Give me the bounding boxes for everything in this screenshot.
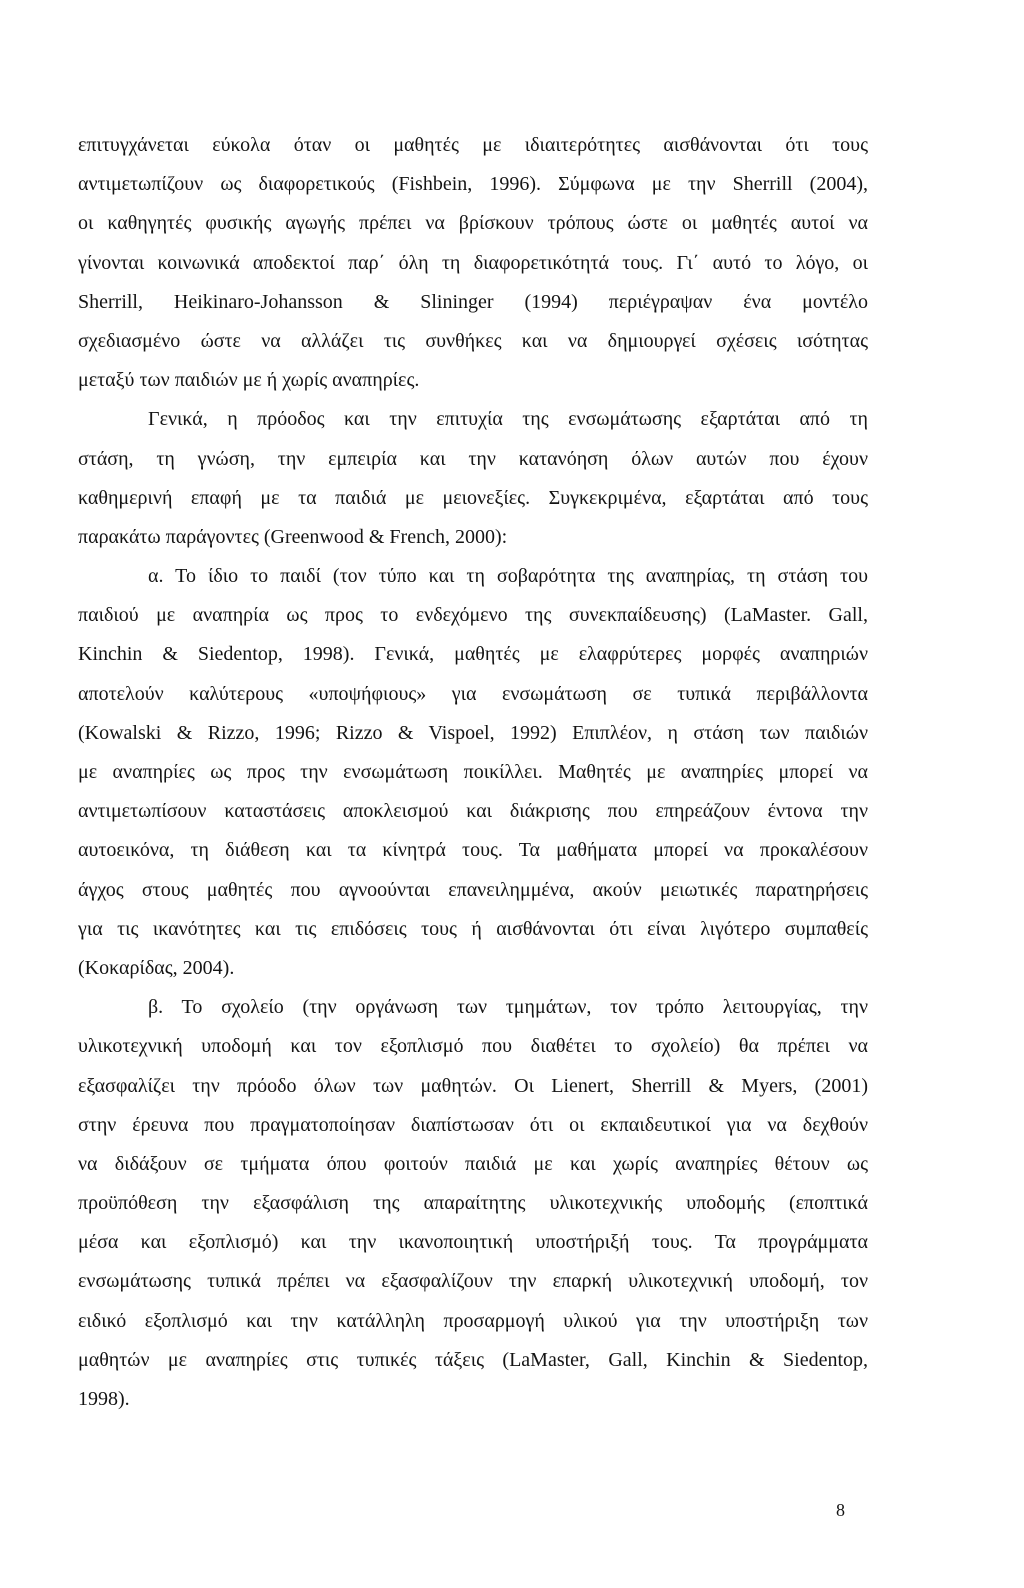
text-line: παρακάτω παράγοντες (Greenwood & French, 2000):: [78, 525, 508, 548]
text-line: ειδικό εξοπλισμό και την κατάλληλη προσαρμογή υλικού για την υποστήριξη των: [78, 1309, 868, 1332]
paragraph: [78, 400, 868, 557]
text-line: μέσα και εξοπλισμό) και την ικανοποιητική υποστήριξή τους. Τα προγράμματα: [78, 1231, 868, 1254]
text-line: οι καθηγητές φυσικής αγωγής πρέπει να βρίσκουν τρόπους ώστε οι μαθητές αυτοί να: [78, 212, 868, 235]
text-line: σχεδιασμένο ώστε να αλλάζει τις συνθήκες και να δημιουργεί σχέσεις ισότητας: [78, 329, 868, 352]
text-line: Γενικά, η πρόοδος και την επιτυχία της ενσωμάτωσης εξαρτάται από τη: [148, 408, 868, 431]
text-line: α. Το ίδιο το παιδί (τον τύπο και τη σοβαρότητα της αναπηρίας, τη στάση του: [148, 565, 868, 588]
text-line: ενσωμάτωσης τυπικά πρέπει να εξασφαλίζουν την επαρκή υλικοτεχνική υποδομή, τον: [78, 1270, 868, 1293]
text-line: Sherrill, Heikinaro-Johansson & Slininger (1994) περιέγραψαν ένα μοντέλο: [78, 290, 868, 313]
text-line: γίνονται κοινωνικά αποδεκτοί παρ΄ όλη τη διαφορετικότητά τους. Γι΄ αυτό το λόγο, οι: [78, 251, 868, 274]
text-line: προϋπόθεση την εξασφάλιση της απαραίτητης υλικοτεχνικής υποδομής (εποπτικά: [78, 1192, 868, 1215]
text-line: αποτελούν καλύτερους «υποψήφιους» για ενσωμάτωση σε τυπικά περιβάλλοντα: [78, 682, 868, 705]
text-line: (Kowalski & Rizzo, 1996; Rizzo & Vispoel, 1992) Επιπλέον, η στάση των παιδιών: [78, 721, 868, 744]
text-line: μαθητών με αναπηρίες στις τυπικές τάξεις (LaMaster, Gall, Kinchin & Siedentop,: [78, 1348, 868, 1371]
text-line: εξασφαλίζει την πρόοδο όλων των μαθητών. Οι Lienert, Sherrill & Myers, (2001): [78, 1074, 868, 1097]
text-line: επιτυγχάνεται εύκολα όταν οι μαθητές με ιδιαιτερότητες αισθάνονται ότι τους: [78, 134, 868, 156]
paragraph: [78, 557, 868, 988]
text-line: άγχος στους μαθητές που αγνοούνται επανειλημμένα, ακούν μειωτικές παρατηρήσεις: [78, 878, 868, 901]
text-line: μεταξύ των παιδιών με ή χωρίς αναπηρίες.: [78, 369, 420, 392]
text-line: αυτοεικόνα, τη διάθεση και τα κίνητρά τους. Τα μαθήματα μπορεί να προκαλέσουν: [78, 839, 868, 862]
paragraph: [78, 126, 868, 400]
text-line: Kinchin & Siedentop, 1998). Γενικά, μαθητές με ελαφρύτερες μορφές αναπηριών: [78, 643, 868, 666]
text-line: υλικοτεχνική υποδομή και τον εξοπλισμό που διαθέτει το σχολείο) θα πρέπει να: [78, 1035, 868, 1058]
text-line: να διδάξουν σε τμήματα όπου φοιτούν παιδιά με και χωρίς αναπηρίες θέτουν ως: [78, 1152, 868, 1175]
page-body: [78, 126, 868, 1419]
text-line: (Κοκαρίδας, 2004).: [78, 956, 235, 979]
text-line: αντιμετωπίζουν ως διαφορετικούς (Fishbein, 1996). Σύμφωνα με την Sherrill (2004),: [78, 173, 868, 196]
text-line: καθημερινή επαφή με τα παιδιά με μειονεξίες. Συγκεκριμένα, εξαρτάται από τους: [78, 486, 868, 509]
text-line: με αναπηρίες ως προς την ενσωμάτωση ποικίλλει. Μαθητές με αναπηρίες μπορεί να: [78, 761, 868, 783]
text-line: στάση, τη γνώση, την εμπειρία και την κατανόηση όλων αυτών που έχουν: [78, 447, 868, 470]
paragraph: [78, 988, 868, 1419]
text-line: 1998).: [78, 1388, 130, 1410]
text-line: στην έρευνα που πραγματοποίησαν διαπίστωσαν ότι οι εκπαιδευτικοί για να δεχθούν: [78, 1113, 868, 1136]
text-line: αντιμετωπίσουν καταστάσεις αποκλεισμού και διάκρισης που επηρεάζουν έντονα την: [78, 800, 868, 823]
text-line: για τις ικανότητες και τις επιδόσεις τους ή αισθάνονται ότι είναι λιγότερο συμπαθείς: [78, 917, 868, 940]
page-number: 8: [836, 1500, 845, 1520]
text-line: παιδιού με αναπηρία ως προς το ενδεχόμενο της συνεκπαίδευσης) (LaMaster. Gall,: [78, 604, 868, 627]
text-line: β. Το σχολείο (την οργάνωση των τμημάτων, τον τρόπο λειτουργίας, την: [148, 996, 868, 1019]
